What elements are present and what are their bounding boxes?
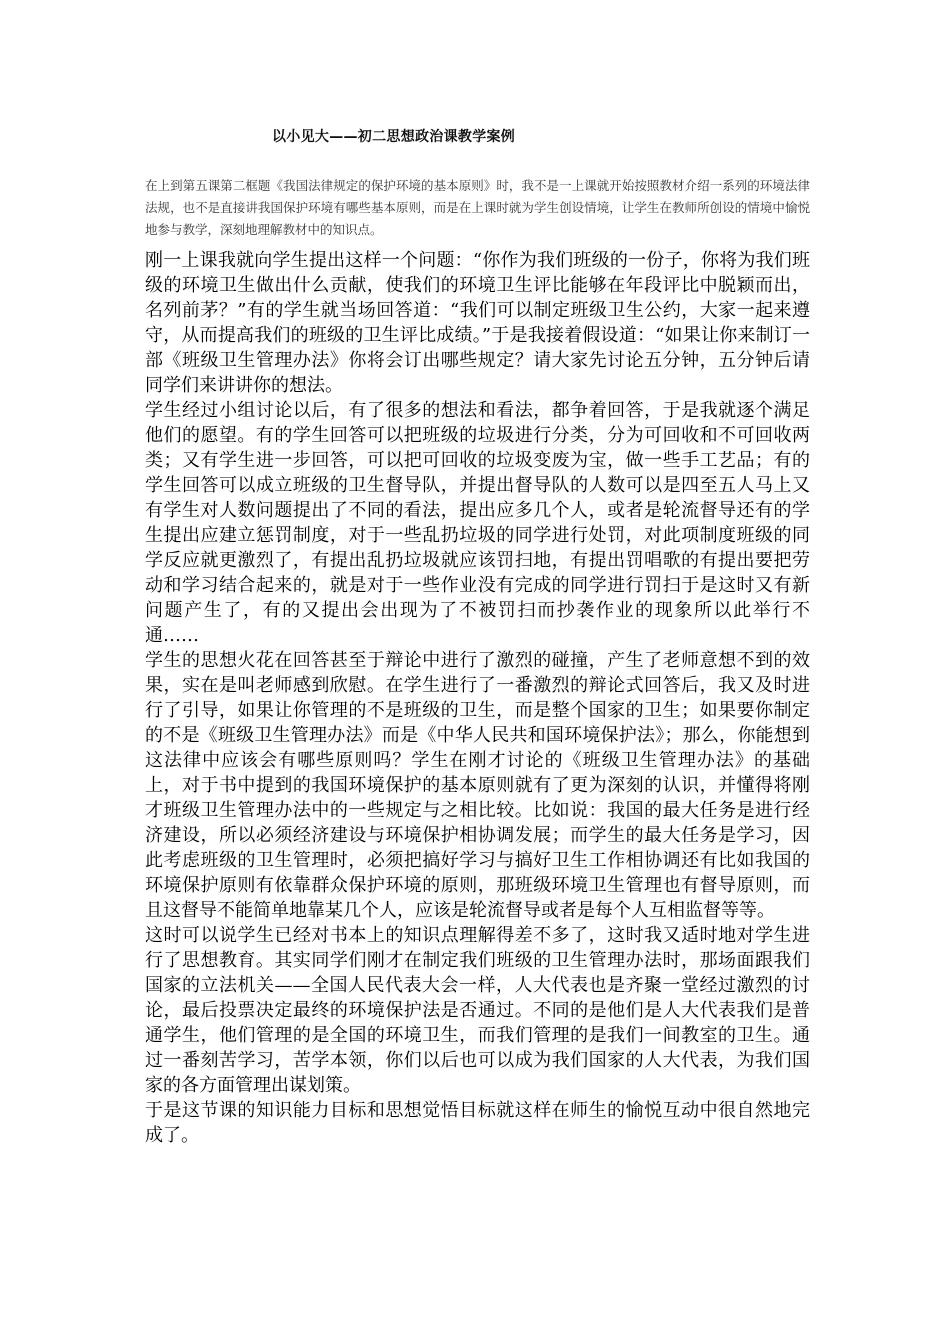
document-title: 以小见大——初二思想政治课教学案例 xyxy=(272,129,516,145)
body-paragraph-1: 刚一上课我就向学生提出这样一个问题：“你作为我们班级的一份子，你将为我们班级的环境卫生做出什么贡献，使我们的环境卫生评比能够在年段评比中脱颖而出，名列前茅？”有的学生就当场回答道：“我们可以制定班级卫生公约，大家一起来遵守，从而提高我们的班级的卫生评比成绩。”于是我接着假设道：“如果让你来制订一部《班级卫生管理办法》你将会订出哪些规定？请大家先讨论五分钟，五分钟后请同学们来讲讲你的想法。 xyxy=(145,250,810,396)
body-paragraph-2: 学生经过小组讨论以后，有了很多的想法和看法，都争着回答，于是我就逐个满足他们的愿望。有的学生回答可以把班级的垃圾进行分类，分为可回收和不可回收两类；又有学生进一步回答，可以把可回收的垃圾变废为宝，做一些手工艺品；有的学生回答可以成立班级的卫生督导队，并提出督导队的人数可以是四至五人马上又有学生对人数问题提出了不同的看法，提出应多几个人，或者是轮流督导还有的学生提出应建立惩罚制度，对于一些乱扔垃圾的同学进行处罚，对此项制度班级的同学反应就更激烈了，有提出乱扔垃圾就应该罚扫地，有提出罚唱歌的有提出要把劳动和学习结合起来的，就是对于一些作业没有完成的同学进行罚扫于是这时又有新问题产生了，有的又提出会出现为了不被罚扫而抄袭作业的现象所以此举行不通…… xyxy=(145,400,810,646)
intro-paragraph: 在上到第五课第二框题《我国法律规定的保护环境的基本原则》时，我不是一上课就开始按照教材介绍一系列的环境法律法规，也不是直接讲我国保护环境有哪些基本原则，而是在上课时就为学生创设情境，让学生在教师所创设的情境中愉悦地参与教学，深刻地理解教材中的知识点。 xyxy=(145,178,810,237)
body-paragraph-5: 于是这节课的知识能力目标和思想觉悟目标就这样在师生的愉悦互动中很自然地完成了。 xyxy=(145,1100,810,1146)
document-body xyxy=(145,248,810,1148)
body-paragraph-4: 这时可以说学生已经对书本上的知识点理解得差不多了，这时我又适时地对学生进行了思想教育。其实同学们刚才在制定我们班级的卫生管理办法时，那场面跟我们国家的立法机关——全国人民代表大会一样，人大代表也是齐聚一堂经过激烈的讨论，最后投票决定最终的环境保护法是否通过。不同的是他们是人大代表我们是普通学生，他们管理的是全国的环境卫生，而我们管理的是我们一间教室的卫生。通过一番刻苦学习，苦学本领，你们以后也可以成为我们国家的人大代表，为我们国家的各方面管理出谋划策。 xyxy=(145,925,810,1096)
body-paragraph-3: 学生的思想火花在回答甚至于辩论中进行了激烈的碰撞，产生了老师意想不到的效果，实在是叫老师感到欣慰。在学生进行了一番激烈的辩论式回答后，我又及时进行了引导，如果让你管理的不是班级的卫生，而是整个国家的卫生；如果要你制定的不是《班级卫生管理办法》而是《中华人民共和国环境保护法》；那么，你能想到这法律中应该会有哪些原则吗？学生在刚才讨论的《班级卫生管理办法》的基础上，对于书中提到的我国环境保护的基本原则就有了更为深刻的认识，并懂得将刚才班级卫生管理办法中的一些规定与之相比较。比如说：我国的最大任务是进行经济建设，所以必须经济建设与环境保护相协调发展；而学生的最大任务是学习，因此考虑班级的卫生管理时，必须把搞好学习与搞好卫生工作相协调还有比如我国的环境保护原则有依靠群众保护环境的原则，那班级环境卫生管理也有督导原则，而且这督导不能简单地靠某几个人，应该是轮流督导或者是每个人互相监督等等。 xyxy=(145,650,810,921)
